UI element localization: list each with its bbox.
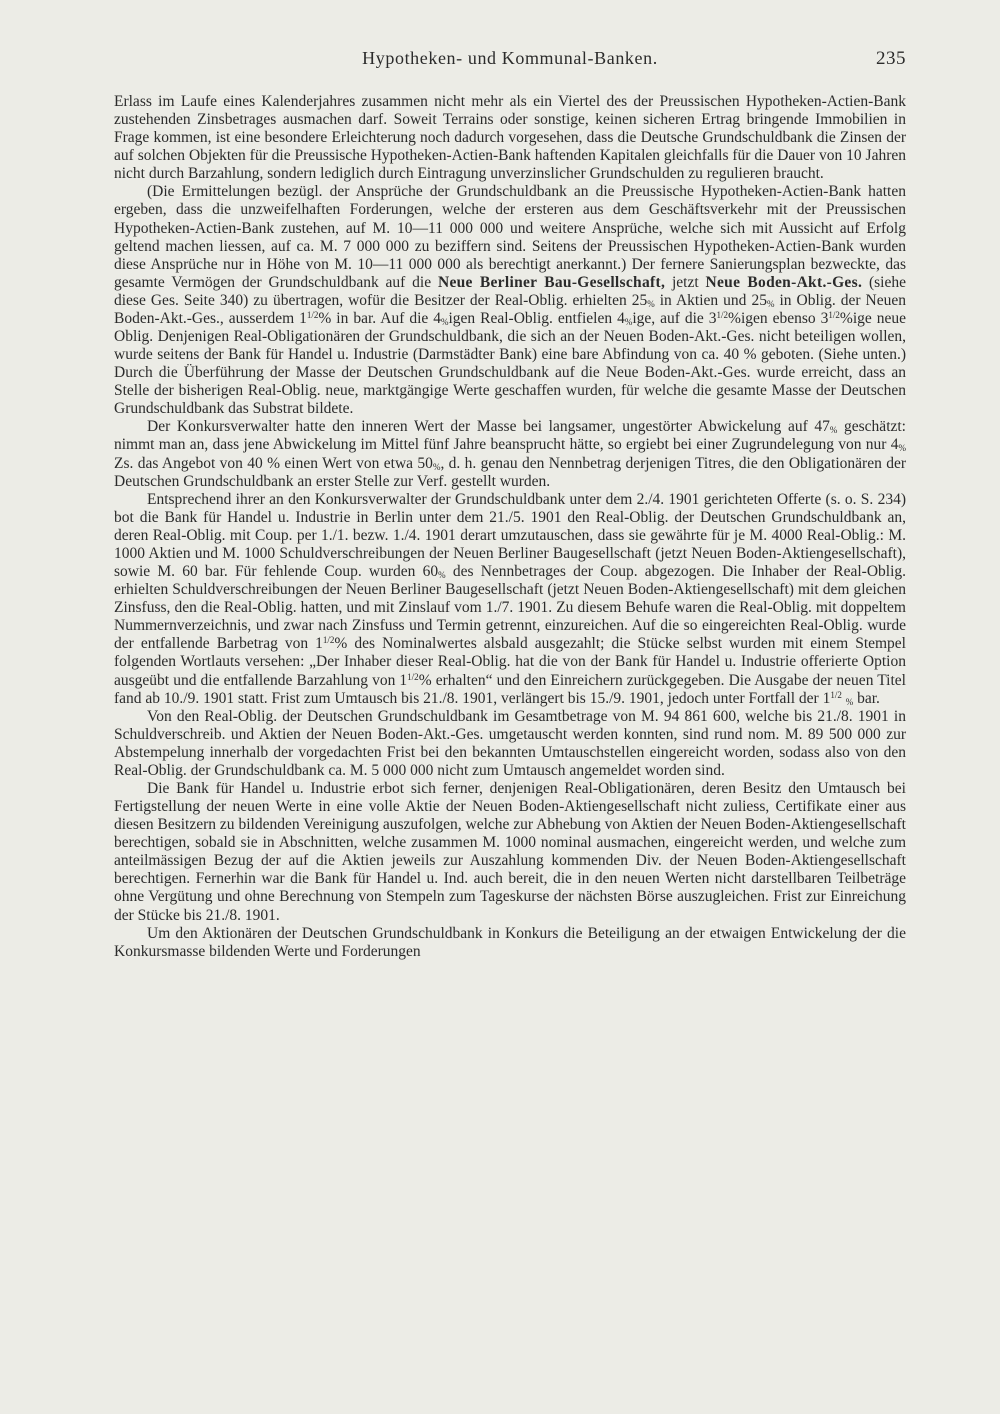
paragraph xyxy=(114,93,906,183)
text-run: Erlass im Laufe eines Kalenderjahres zusammen nicht mehr als ein Viertel des der Preussischen Hypotheken-Actien-Bank zustehenden Zinsbetrages ausmachen darf. Soweit Terrains oder sonstige, keinen sicheren Ertrag bringende Immobilien in Frage kommen, ist eine besondere Erleichterung noch dadurch vorgesehen, dass die Deutsche Grundschuldbank die Zinsen der auf solchen Objekten für die Preussische Hypotheken-Actien-Bank haftenden Kapitalen gleichfalls für die Dauer von 10 Jahren nicht durch Barzahlung, sondern lediglich durch Eintragung unverzinslicher Grundschulden zu regulieren braucht. xyxy=(114,93,906,183)
text-run: Zs. das Angebot von 40 % einen Wert von etwa 50 xyxy=(114,454,433,472)
percent-subscript: % xyxy=(624,316,633,327)
text-run: geschätzt: nimmt man an, dass jene Abwickelung im Mittel fünf Jahre beansprucht hätte, so ergiebt bei einer Zugrundelegung von nur 4 xyxy=(114,418,906,454)
text-run: (Die Ermittelungen bezügl. der Ansprüche der Grundschuldbank an die Preussische Hypotheken-Actien-Bank hatten ergeben, dass die unzweifelhaften Forderungen, welche der ersteren aus dem Geschäftsverkehr mit der Preussischen Hypotheken-Actien-Bank zustehen, auf M. 10—11 000 000 und weitere Ansprüche, welche sich mit Aussicht auf Erfolg geltend machen liessen, auf ca. M. 7 000 000 zu beziffern sind. Seitens der Preussischen Hypotheken-Actien-Bank wurden diese Ansprüche nur in Höhe von M. 10—11 000 000 als berechtigt anerkannt.) Der fernere Sanierungsplan bezweckte, das gesamte Vermögen der Grundschuldbank auf die xyxy=(114,183,906,291)
text-run: in Oblig. der Neuen Boden-Akt.-Ges., ausserdem 1 xyxy=(114,291,907,327)
fraction-superscript: 1/2 xyxy=(306,309,319,320)
fraction-superscript: 1/2 xyxy=(322,635,335,646)
fraction-superscript: 1/2 xyxy=(407,671,419,682)
percent-subscript: % xyxy=(898,443,906,454)
paragraph xyxy=(114,183,906,418)
percent-subscript: % xyxy=(432,461,441,472)
body-text xyxy=(114,93,906,961)
paragraph xyxy=(114,708,906,780)
text-run: ige, auf die 3 xyxy=(632,309,717,327)
percent-subscript: % xyxy=(829,425,838,436)
running-title: Hypotheken- und Kommunal-Banken. xyxy=(362,48,658,68)
text-run: ige neue Oblig. Denjenigen Real-Obligationären der Grundschuldbank, die sich an der Neuen Boden-Akt.-Ges. nicht beteiligen wollen, wurde seitens der Bank für Handel u. Industrie (Darmstädter Bank) eine bare Abfindung von ca. 40 % geboten. (Siehe unten.) Durch die Überführung der Masse der Deutschen Grundschuldbank auf die Neue Boden-Akt.-Ges. wurde erreicht, dass an Stelle der bisherigen Real-Oblig. neue, marktgängige Werte geschaffen wurden, für welche die gesamte Masse der Deutschen Grundschuldbank das Substrat bildete. xyxy=(114,309,906,418)
text-run: , d. h. genau den Nennbetrag derjenigen Titres, die den Obligationären der Deutschen Grundschuldbank an erster Stelle zur Verf. gestellt wurden. xyxy=(114,454,906,490)
text-run: Die Bank für Handel u. Industrie erbot sich ferner, denjenigen Real-Obligationären, deren Besitz den Umtausch bei Fertigstellung der neuen Werte in eine volle Aktie der Neuen Boden-Aktiengesellschaft nicht zuliess, Certifikate einer aus diesen Besitzern zu bildenden Vereinigung auszufolgen, welche zur Abhebung von Aktien der Neuen Boden-Aktiengesellschaft berechtigen, sobald sie in Abschnitten, welche zusammen M. 1000 nominal ausmachen, eingereicht werden, und welche zum anteilmässigen Bezug der auf die Aktien jeweils zur Auszahlung kommenden Div. der Neuen Boden-Aktiengesellschaft berechtigen. Fernerhin war die Bank für Handel u. Ind. auch bereit, die in den neuen Werten nicht darstellbaren Teilbeträge ohne Vergütung und ohne Berechnung von Stempeln zum Tageskurse der nächsten Börse auszugleichen. Frist zur Einreichung der Stücke bis 21./8. 1901. xyxy=(114,779,906,924)
text-run: Der Konkursverwalter hatte den inneren Wert der Masse bei langsamer, ungestörter Abwickelung auf 47 xyxy=(147,418,830,436)
text-run: Von den Real-Oblig. der Deutschen Grundschuldbank im Gesamtbetrage von M. 94 861 600, welche bis 21./8. 1901 in Schuldverschreib. und Aktien der Neuen Boden-Akt.-Ges. umgetauscht werden konnten, sind rund nom. M. 89 500 000 zur Abstempelung innerhalb der vorgedachten Frist bei den bekannten Umtauschstellen eingereicht worden, sodass also von den Real-Oblig. der Grundschuldbank ca. M. 5 000 000 nicht zum Umtausch angemeldet worden sind. xyxy=(114,707,906,779)
paragraph xyxy=(114,491,906,708)
company-name: Neue Boden-Akt.-Ges. xyxy=(705,273,863,291)
text-run: in Aktien und 25 xyxy=(654,291,767,309)
text-run: % xyxy=(728,309,741,327)
text-run: Um den Aktionären der Deutschen Grundschuldbank in Konkurs die Beteiligung an der etwaigen Entwickelung der die Konkursmasse bildenden Werte und Forderungen xyxy=(114,924,906,960)
text-run: % xyxy=(318,309,332,327)
percent-subscript: % xyxy=(647,298,655,309)
text-run: des Nennbetrages der Coup. abgezogen. Die Inhaber der Real-Oblig. erhielten Schuldverschreibungen der Neuen Berliner Baugesellschaft (jetzt Neuen Boden-Aktiengesellschaft) mit dem gleichen Zinsfuss, den die Real-Oblig. hatten, und mit Zinslauf vom 1./7. 1901. Zu diesem Behufe waren die Real-Oblig. mit doppeltem Nummernverzeichnis, und zwar nach Zinsfuss und Termin getrennt, einzureichen. Auf die so eingereichten Real-Oblig. wurde der entfallende Barbetrag von 1 xyxy=(114,563,907,653)
text-run: % xyxy=(839,309,853,327)
percent-subscript: % xyxy=(845,696,854,707)
company-name: Neue Berliner Bau-Gesellschaft, xyxy=(437,273,666,291)
text-run: % erhalten“ und den Einreichern zurückgegeben. Die Ausgabe der neuen Titel fand ab 10./9. 1901 statt. Frist zum Umtausch bis 21./8. 1901, verlängert bis 15./9. 1901, jedoch unter Fortfall der 1 xyxy=(114,671,906,707)
page-number: 235 xyxy=(876,48,906,69)
paragraph xyxy=(114,925,906,961)
paragraph xyxy=(114,780,906,925)
fraction-superscript: 1/2 xyxy=(828,309,840,320)
page-header xyxy=(114,48,906,74)
paragraph xyxy=(114,418,906,490)
text-run: in bar. Auf die 4 xyxy=(331,309,441,327)
text-run: igen Real-Oblig. entfielen 4 xyxy=(448,309,625,327)
text-run: % des Nominalwertes alsbald ausgezahlt; die Stücke selbst wurden mit einem Stempel folgenden Wortlauts versehen: „Der Inhaber dieser Real-Oblig. hat die von der Bank für Handel u. Industrie offerierte Option ausgeübt und die entfallende Barzahlung von 1 xyxy=(114,635,906,689)
fraction-superscript: 1/2 xyxy=(830,689,842,700)
text-run: jetzt xyxy=(665,273,706,291)
text-run: Entsprechend ihrer an den Konkursverwalter der Grundschuldbank unter dem 2./4. 1901 gerichteten Offerte (s. o. S. 234) bot die Bank für Handel u. Industrie in Berlin unter dem 21./5. 1901 den Real-Oblig. der Deutschen Grundschuldbank an, deren Real-Oblig. mit Coup. per 1./1. bezw. 1./4. 1901 derart umzutauschen, dass sie gewährte für je M. 4000 Real-Oblig.: M. 1000 Aktien und M. 1000 Schuldverschreibungen der Neuen Berliner Baugesellschaft (jetzt Neuen Boden-Aktiengesellschaft), sowie M. 60 bar. Für fehlende Coup. wurden 60 xyxy=(114,490,906,581)
text-run: igen ebenso 3 xyxy=(740,309,829,327)
percent-subscript: % xyxy=(766,298,775,309)
fraction-superscript: 1/2 xyxy=(716,309,729,320)
text-run: (siehe diese Ges. Seite 340) zu übertragen, wofür die Besitzer der Real-Oblig. erhielten 25 xyxy=(114,273,906,309)
text-run: bar. xyxy=(853,689,880,707)
percent-subscript: % xyxy=(438,570,446,581)
percent-subscript: % xyxy=(441,316,449,327)
